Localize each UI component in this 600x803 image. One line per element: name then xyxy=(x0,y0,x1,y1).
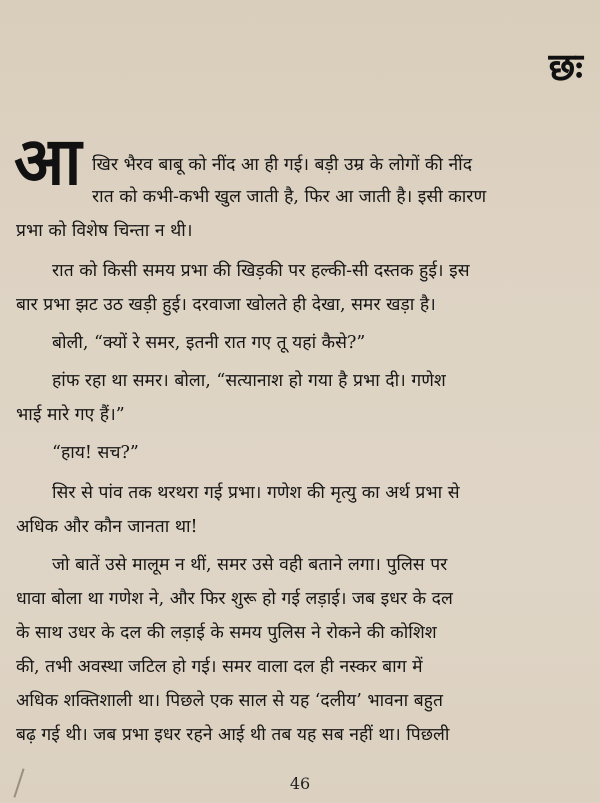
text-line-17: बढ़ गई थी। जब प्रभा इधर रहने आई थी तब यह सब नहीं था। पिछली xyxy=(16,725,450,745)
text-line-12: जो बातें उसे मालूम न थीं, समर उसे वही बताने लगा। पुलिस पर xyxy=(52,555,448,575)
show-through-text xyxy=(10,6,590,126)
text-line-13: धावा बोला था गणेश ने, और फिर शुरू हो गई लड़ाई। जब इधर के दल xyxy=(16,589,453,609)
text-line-11: अधिक और कौन जानता था! xyxy=(16,517,198,537)
text-line-5: बार प्रभा झट उठ खड़ी हुई। दरवाजा खोलते ही देखा, समर खड़ा है। xyxy=(16,295,436,315)
page-number: 46 xyxy=(289,774,311,793)
text-line-16: अधिक शक्तिशाली था। पिछले एक साल से यह ‘दलीय’ भावना बहुत xyxy=(16,691,443,711)
chapter-number: छः xyxy=(548,44,584,89)
text-line-3: प्रभा को विशेष चिन्ता न थी। xyxy=(16,221,193,241)
drop-cap: आ xyxy=(14,122,82,200)
text-line-1: खिर भैरव बाबू को नींद आ ही गई। बड़ी उम्र के लोगों की नींद xyxy=(92,155,472,175)
text-line-9: “हाय! सच?” xyxy=(52,443,139,463)
text-line-15: की, तभी अवस्था जटिल हो गई। समर वाला दल ही नस्कर बाग में xyxy=(16,657,423,677)
text-line-7: हांफ रहा था समर। बोला, “सत्यानाश हो गया है प्रभा दी। गणेश xyxy=(52,371,446,391)
text-line-4: रात को किसी समय प्रभा की खिड़की पर हल्की-सी दस्तक हुई। इस xyxy=(52,261,470,281)
text-line-2: रात को कभी-कभी खुल जाती है, फिर आ जाती है। इसी कारण xyxy=(92,187,487,207)
text-line-8: भाई मारे गए हैं।” xyxy=(16,405,125,425)
text-line-14: के साथ उधर के दल की लड़ाई के समय पुलिस ने रोकने की कोशिश xyxy=(16,623,437,643)
text-line-6: बोली, “क्यों रे समर, इतनी रात गए तू यहां कैसे?” xyxy=(52,333,366,353)
text-line-10: सिर से पांव तक थरथरा गई प्रभा। गणेश की मृत्यु का अर्थ प्रभा से xyxy=(52,483,460,503)
